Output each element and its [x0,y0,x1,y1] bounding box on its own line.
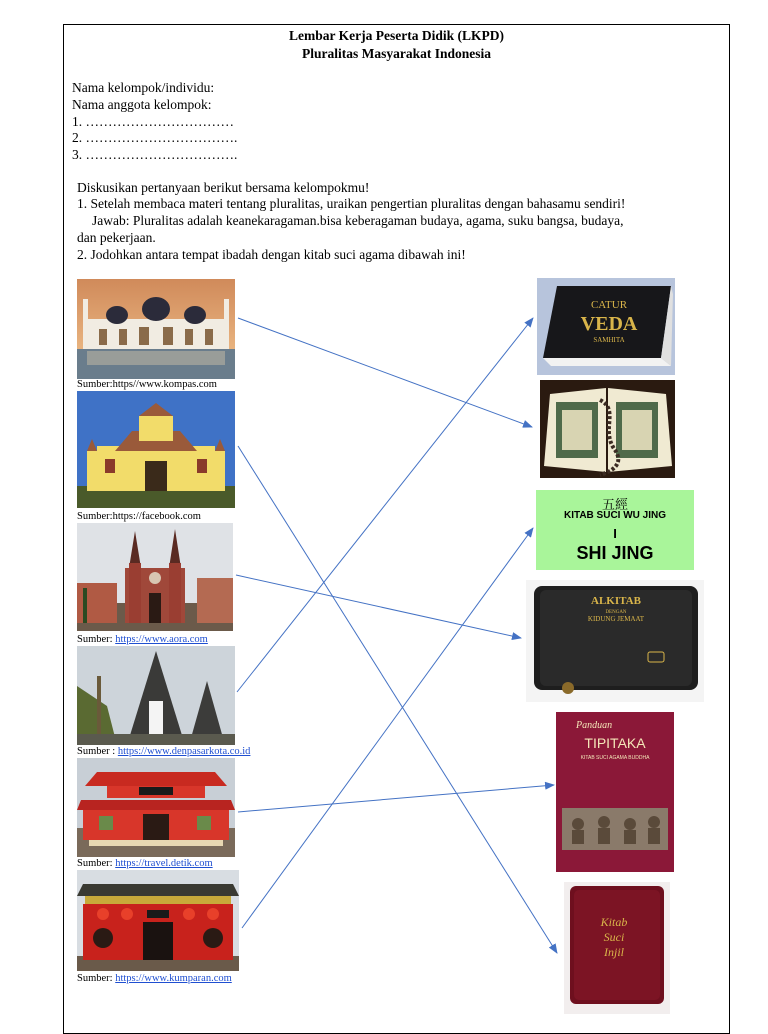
source-facebook: Sumber:https://facebook.com [77,511,201,522]
wujing-line-1: KITAB SUCI WU JING [563,510,667,521]
source-detik: Sumber: https://travel.detik.com [77,858,213,869]
injil-line-1: Kitab [600,915,628,929]
source-denpasar-link[interactable]: https://www.denpasarkota.co.id [117,746,251,757]
veda-main-text: VEDA [580,313,638,335]
church-image [77,523,233,631]
group-name-label: Nama kelompok/individu: [72,80,215,95]
injil-line-3: Injil [604,945,624,959]
source-detik-link[interactable]: https://travel.detik.com [115,858,213,869]
question-1: 1. Setelah membaca materi tentang pluralitas, uraikan pengertian pluralitas dengan bahasamu sendiri! [77,196,626,211]
wujing-line-3: SHI JING [576,543,654,563]
wu-jing-image [536,490,694,570]
veda-top-text: CATUR [590,299,628,311]
veda-sub-text: SAMHITA [593,336,625,344]
member-line-3: 3. ……………………………. [72,147,238,162]
source-kumparan: Sumber: https://www.kumparan.com [77,973,232,984]
answer-line-1: Jawab: Pluralitas adalah keanekaragaman.bisa keberagaman budaya, agama, suku bangsa, budaya, [92,213,624,228]
vihara-image [77,758,235,857]
source-kompas: Sumber:https//www.kompas.com [77,379,217,390]
member-line-2: 2. ……………………………. [72,130,238,145]
source-kumparan-link[interactable]: https://www.kumparan.com [115,973,232,984]
source-aora-link[interactable]: https://www.aora.com [115,634,208,645]
answer-line-2: dan pekerjaan. [77,230,156,245]
alkitab-image [526,580,704,702]
worksheet-title: Lembar Kerja Peserta Didik (LKPD) [289,28,504,43]
source-aora: Sumber: https://www.aora.com [77,634,208,645]
members-label: Nama anggota kelompok: [72,97,212,112]
alkitab-small-text: DENGAN [605,610,627,615]
wujing-chinese-text: 五經 [601,498,628,513]
pura-image [77,646,235,745]
wujing-line-2: I [613,526,617,541]
alkitab-sub-text: KIDUNG JEMAAT [587,615,645,623]
quran-image [540,380,675,478]
tipitaka-image [556,712,674,872]
tipitaka-relief-panel [562,808,668,850]
hindu-temple-image [77,391,235,508]
discussion-intro: Diskusikan pertanyaan berikut bersama kelompokmu! [77,180,370,195]
tipitaka-script-text: Panduan [576,720,613,731]
mosque-image [77,279,235,379]
member-line-1: 1. …………………………… [72,114,234,129]
injil-line-2: Suci [603,930,625,944]
klenteng-image [77,870,239,971]
alkitab-title-text: ALKITAB [591,595,641,607]
tipitaka-sub-text: KITAB SUCI AGAMA BUDDHA [580,755,650,761]
worksheet-subtitle: Pluralitas Masyarakat Indonesia [301,46,491,61]
question-2: 2. Jodohkan antara tempat ibadah dengan kitab suci agama dibawah ini! [77,247,466,262]
source-denpasar: Sumber : https://www.denpasarkota.co.id [77,746,251,757]
tipitaka-title-text: TIPITAKA [584,735,646,751]
injil-image [564,882,670,1014]
catur-veda-image [537,278,675,375]
